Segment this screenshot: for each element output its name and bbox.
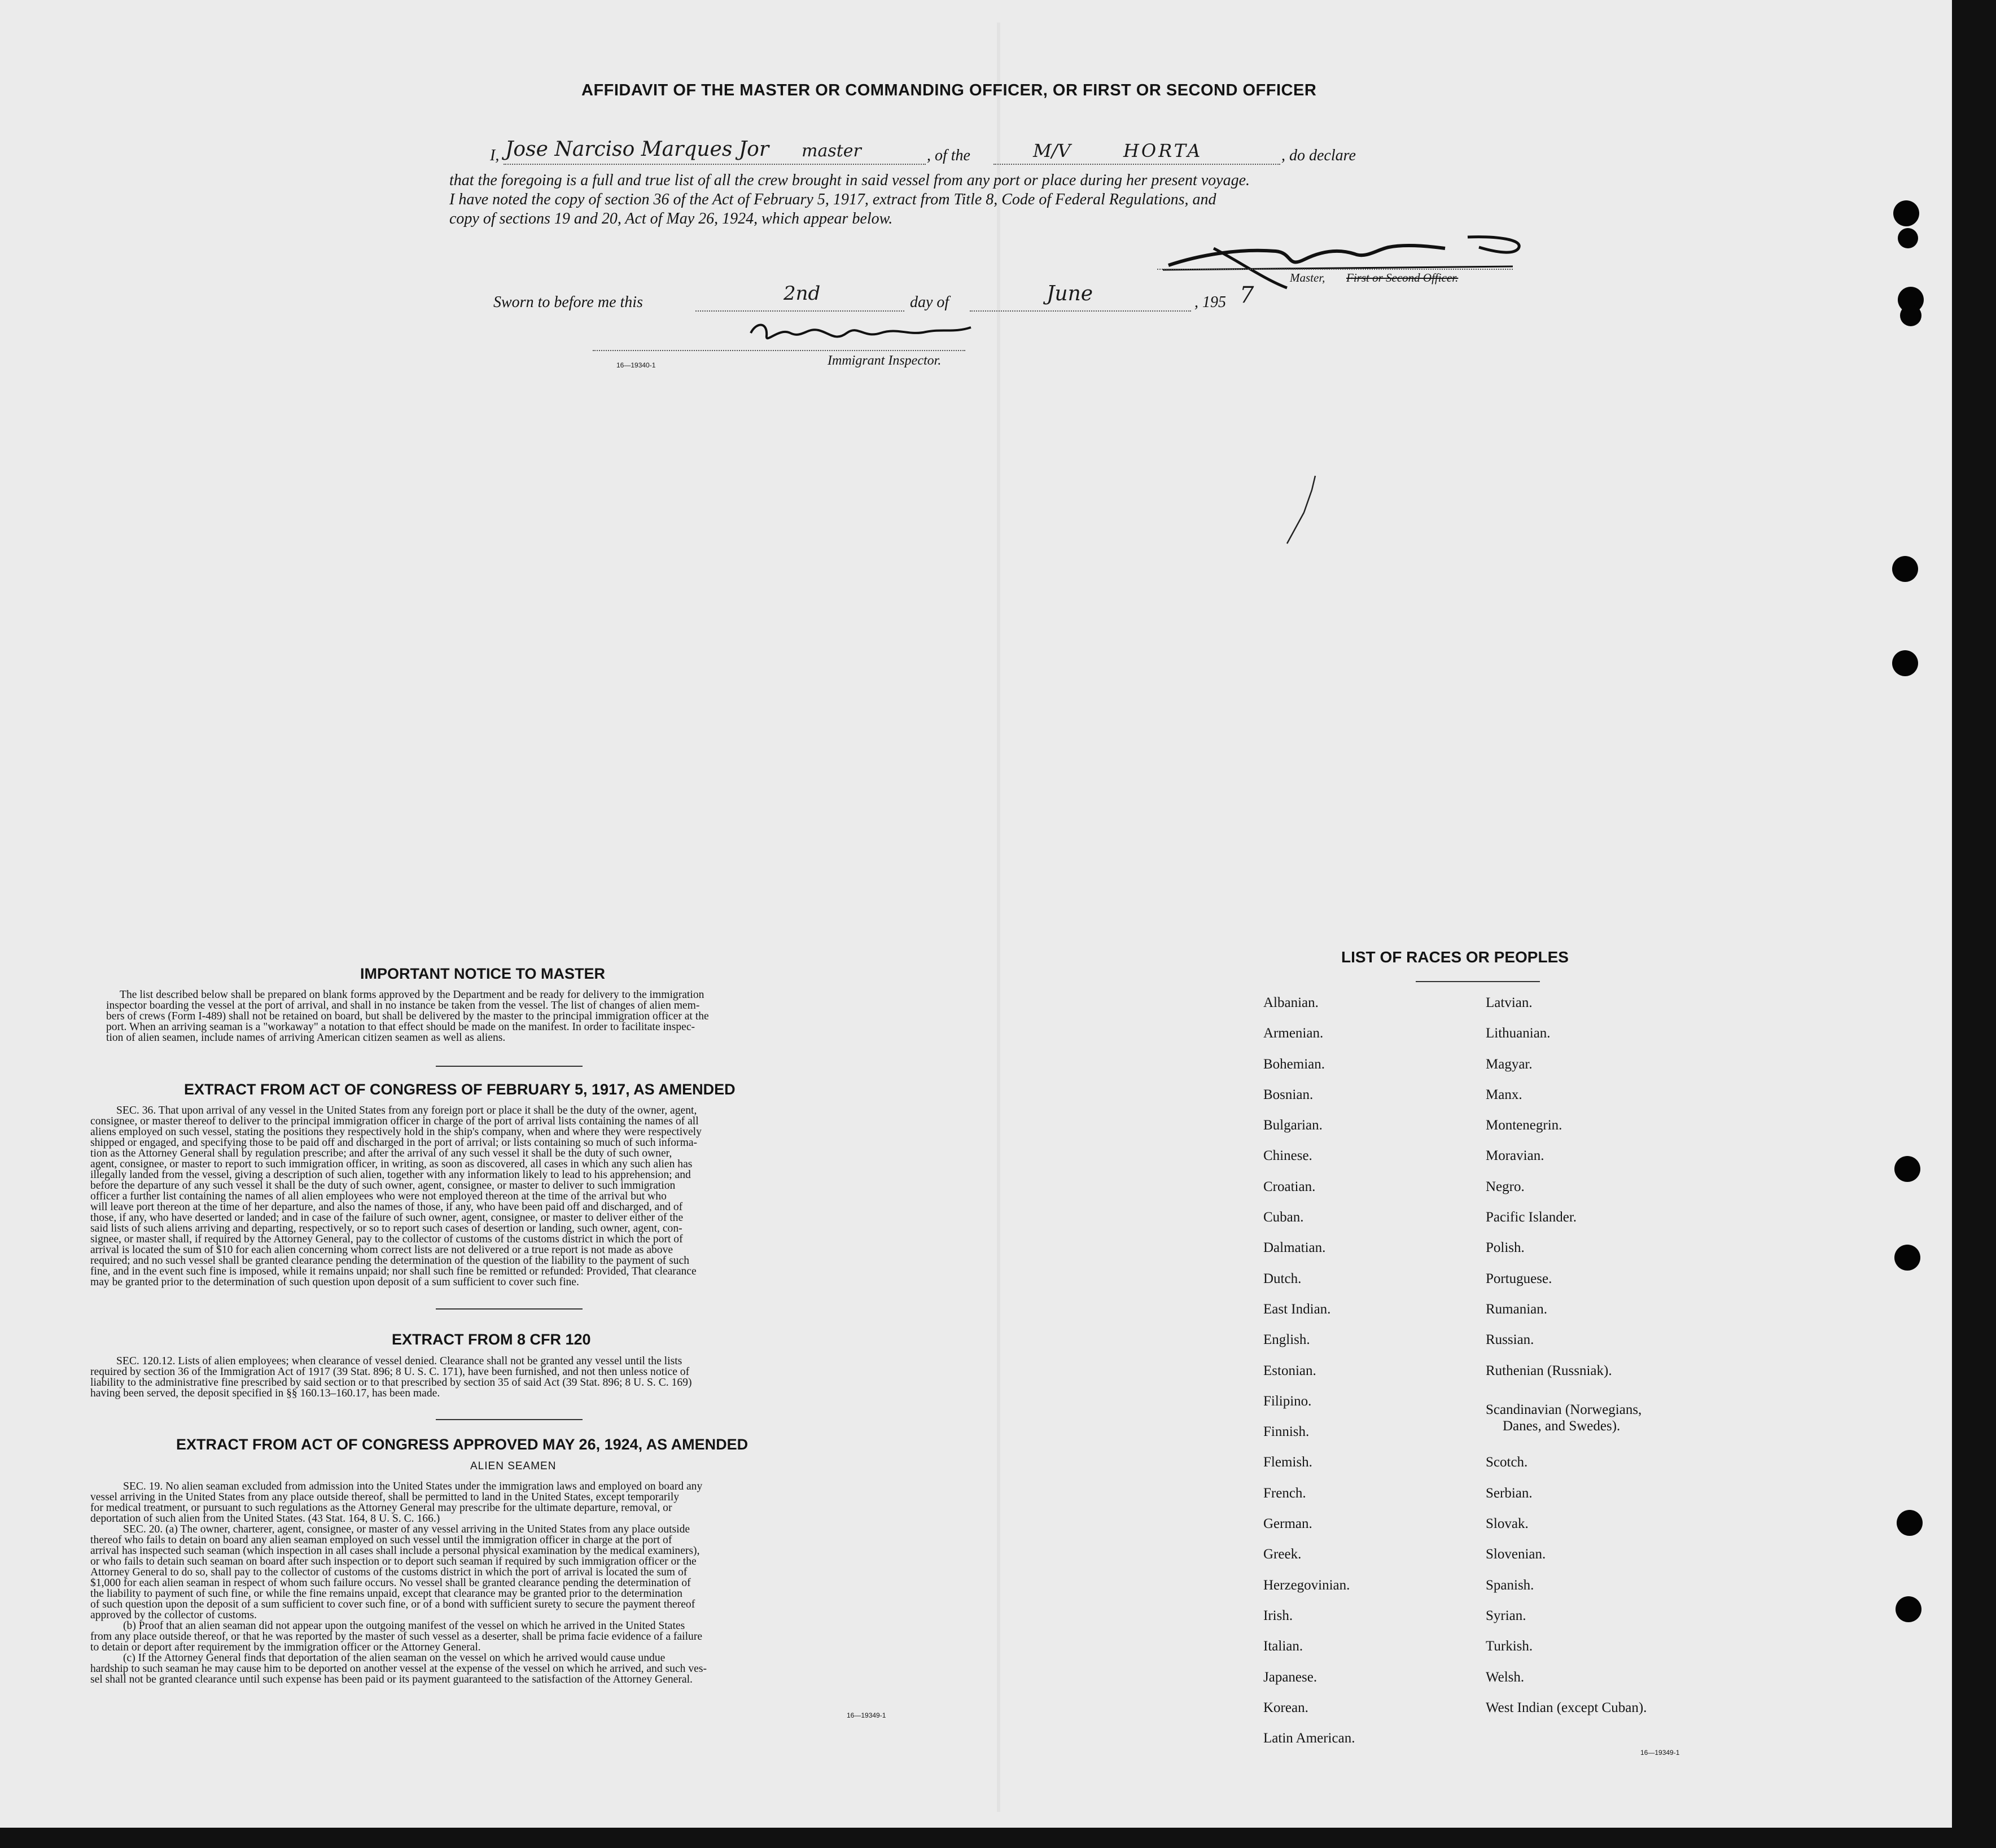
extract-1917-line: signee, or master shall, if required by the Attorney General, pay to the collector of customs of the customs district in which the port of	[90, 1233, 683, 1245]
extract-1917-body	[90, 1105, 930, 1288]
extract-1917-line: will leave port thereon at the time of her departure, and also the names of those, if any, who have been paid off and discharged, and of	[90, 1201, 683, 1213]
race-item: Polish.	[1486, 1240, 1525, 1256]
race-item: Spanish.	[1486, 1577, 1534, 1593]
extract-1917-title: EXTRACT FROM ACT OF CONGRESS OF FEBRUARY 5, 1917, AS AMENDED	[184, 1081, 736, 1098]
race-item-continuation: Danes, and Swedes).	[1503, 1418, 1621, 1434]
race-item: Pacific Islander.	[1486, 1210, 1577, 1225]
declaration-i: I,	[490, 147, 500, 164]
notice-line: tion of alien seamen, include names of arriving American citizen seamen as well as aliens.	[106, 1032, 506, 1044]
extract-1917-line: required; and no such vessel shall be granted clearance pending the determination of the question of the liability to the payment of such	[90, 1255, 689, 1267]
punch-hole	[1896, 1596, 1921, 1622]
race-item: Turkish.	[1486, 1639, 1533, 1654]
scan-edge-right	[1952, 0, 1996, 1848]
extract-1917-line: may be granted prior to the determination of such question upon deposit of a sum sufficient to cover such fine.	[90, 1276, 579, 1288]
vessel-name-line	[993, 164, 1280, 165]
extract-1917-line: agent, consignee, or master to report to such immigration officer, in writing, as soon as discovered, all cases in which any such alien has	[90, 1158, 693, 1170]
declaration-line-4: copy of sections 19 and 20, Act of May 26, 1924, which appear below.	[449, 210, 893, 227]
extract-cfr-line: required by section 36 of the Immigration Act of 1917 (39 Stat. 896; 8 U. S. C. 171), have been furnished, and not then unless notice of	[90, 1366, 690, 1378]
punch-hole	[1900, 305, 1921, 326]
extract-1924-subtitle: ALIEN SEAMEN	[470, 1460, 557, 1472]
affidavit-title: AFFIDAVIT OF THE MASTER OR COMMANDING OFFICER, OR FIRST OR SECOND OFFICER	[581, 81, 1317, 99]
race-item: Filipino.	[1263, 1393, 1312, 1409]
punch-hole	[1894, 1156, 1920, 1182]
races-form-number: 16—19349-1	[1640, 1749, 1680, 1757]
vessel-prefix-handwritten: M/V	[1033, 140, 1071, 161]
extract-1917-line: fine, and in the event such fine is imposed, while it remains unpaid; nor shall such fine be remitted or refunded: Provided, That clearance	[90, 1265, 697, 1277]
race-item: Welsh.	[1486, 1669, 1525, 1685]
inspector-caption: Immigrant Inspector.	[828, 353, 942, 368]
punch-hole	[1897, 1510, 1923, 1536]
sworn-label: Sworn to before me this	[493, 294, 643, 311]
extract-1917-line: those, if any, who have deserted or landed; and in case of the failure of such owner, agent, consignee, or master to deliver either of the	[90, 1212, 684, 1224]
section-divider	[436, 1419, 583, 1420]
sworn-day-handwritten: 2nd	[783, 282, 821, 305]
race-item: Italian.	[1263, 1639, 1303, 1654]
notice-line: inspector boarding the vessel at the port of arrival, and shall in no instance be taken from the vessel. The list of changes of alien mem-	[106, 1000, 700, 1011]
extract-1924-line: (b) Proof that an alien seaman did not appear upon the outgoing manifest of the vessel on which he arrived in the United States	[123, 1620, 685, 1632]
race-item: Flemish.	[1263, 1455, 1312, 1470]
extract-1924-line: of such question upon the deposit of a sum sufficient to cover such fine, or of a bond with sufficient surety to secure the payment thereof	[90, 1599, 695, 1610]
race-item: Portuguese.	[1486, 1271, 1552, 1286]
scan-edge-bottom	[0, 1828, 1996, 1848]
extract-cfr-line: liability to the administrative fine prescribed by said section or to that prescribed by section 35 of said Act (39 Stat. 896; 8 U. S. C. 169)	[90, 1377, 692, 1389]
extract-1924-line: hardship to such seaman he may cause him to be deported on another vessel at the expense of the vessel on which he arrived, and such ves-	[90, 1663, 707, 1675]
race-item: Moravian.	[1486, 1148, 1544, 1164]
notice-line: bers of crews (Form I-489) shall not be retained on board, but shall be delivered by the master to the principal immigration officer at the	[106, 1010, 709, 1022]
extract-1917-line: arrival is located the sum of $10 for each alien concerning whom correct lists are not delivered or a true report is not made as above	[90, 1244, 673, 1256]
extract-1924-line: SEC. 19. No alien seaman excluded from admission into the United States under the immigration laws and employed on board any	[123, 1481, 703, 1492]
extract-1924-body	[90, 1481, 930, 1685]
sworn-month-handwritten: June	[1047, 282, 1093, 305]
sworn-month-line	[970, 310, 1191, 312]
declaration-do-declare: , do declare	[1281, 147, 1356, 164]
race-item: German.	[1263, 1516, 1312, 1532]
extract-cfr-title: EXTRACT FROM 8 CFR 120	[392, 1331, 591, 1348]
extract-1924-title: EXTRACT FROM ACT OF CONGRESS APPROVED MAY 26, 1924, AS AMENDED	[176, 1436, 748, 1453]
race-item: Slovenian.	[1486, 1547, 1546, 1562]
race-item: French.	[1263, 1485, 1306, 1501]
extract-1917-line: consignee, or master thereof to deliver to the principal immigration officer in charge of the port of arrival lists containing the names of all	[90, 1115, 699, 1127]
race-item: East Indian.	[1263, 1301, 1331, 1317]
extract-1917-line: tion as the Attorney General shall by regulation prescribe; and after the arrival of any such vessel it shall be the duty of such owner,	[90, 1148, 672, 1159]
punch-hole	[1898, 228, 1918, 248]
master-name-handwritten: Jose Narciso Marques Jor	[505, 138, 769, 161]
extract-cfr-line: having been served, the deposit specified in §§ 160.13–160.17, has been made.	[90, 1387, 440, 1399]
signature-caption-master: Master,	[1290, 271, 1325, 284]
race-item: Rumanian.	[1486, 1301, 1548, 1317]
extract-form-number: 16—19349-1	[847, 1711, 886, 1719]
extract-1924-line: the liability to payment of such fine, or while the fine remains unpaid, except that clearance may be granted prior to the determination	[90, 1588, 682, 1600]
race-item: Russian.	[1486, 1332, 1534, 1348]
master-word-handwritten: master	[802, 141, 861, 161]
race-item: Greek.	[1263, 1547, 1302, 1562]
races-right-column	[1486, 995, 1647, 1731]
affidavit-form-number: 16—19340-1	[616, 361, 656, 369]
race-item: Croatian.	[1263, 1179, 1316, 1194]
extract-cfr-line: SEC. 120.12. Lists of alien employees; when clearance of vessel denied. Clearance shall not be granted any vessel until the lists	[116, 1355, 682, 1367]
punch-hole	[1894, 1245, 1920, 1271]
punch-hole	[1892, 556, 1918, 582]
extract-1924-line: vessel arriving in the United States from any place outside thereof, shall be permitted to land in the United States, except temporarily	[90, 1491, 680, 1503]
master-name-line	[504, 164, 926, 165]
extract-1924-line: arrival has inspected such seaman (which inspection in all cases shall include a personal physical examination by the medical examiners),	[90, 1545, 700, 1557]
punch-hole	[1892, 650, 1918, 676]
extract-1924-line: deportation of such alien from the United States. (43 Stat. 164, 8 U. S. C. 166.)	[90, 1513, 440, 1525]
sworn-year-digit-handwritten: 7	[1240, 282, 1254, 308]
extract-cfr-body	[90, 1356, 930, 1399]
sworn-day-line	[695, 310, 904, 312]
race-item: English.	[1263, 1332, 1310, 1348]
race-item: Irish.	[1263, 1608, 1293, 1623]
race-item: Bosnian.	[1263, 1087, 1314, 1102]
race-item: Bulgarian.	[1263, 1118, 1323, 1133]
declaration-line-3: I have noted the copy of section 36 of the Act of February 5, 1917, extract from Title 8, Code of Federal Regulations, and	[449, 191, 1216, 208]
race-item: Albanian.	[1263, 995, 1319, 1010]
extract-1924-line: Attorney General to do so, shall pay to the collector of customs of the customs district in which the port of arrival is located the sum of	[90, 1566, 688, 1578]
extract-1924-line: to detain or deport after requirement by the immigration officer or the Attorney General.	[90, 1641, 481, 1653]
inspector-signature	[745, 316, 993, 350]
race-item: Slovak.	[1486, 1516, 1529, 1532]
race-item: Korean.	[1263, 1700, 1308, 1715]
race-item: Cuban.	[1263, 1210, 1304, 1225]
extract-1924-line: or who fails to detain such seaman on board after such inspection or to deport such seaman if required by such immigration officer or the	[90, 1556, 697, 1567]
races-divider	[1416, 981, 1540, 982]
inspector-line	[593, 350, 965, 351]
race-item: Scandinavian (Norwegians,	[1486, 1402, 1642, 1417]
race-item: Bohemian.	[1263, 1056, 1325, 1072]
extract-1917-line: said lists of such aliens arriving and departing, respectively, or so to report such cases of desertion or landing, such owner, agent, con-	[90, 1223, 682, 1234]
notice-line: port. When an arriving seaman is a "workaway" a notation to that effect should be made on the manifest. In order to facilitate inspec-	[106, 1021, 695, 1033]
extract-1924-line: SEC. 20. (a) The owner, charterer, agent, consignee, or master of any vessel arriving in the United States from any place outside	[123, 1523, 690, 1535]
extract-1917-line: officer a further list containing the names of all alien employees who were not employed thereon at the time of the arrival but who	[90, 1190, 667, 1202]
notice-title: IMPORTANT NOTICE TO MASTER	[360, 965, 605, 982]
race-item: Ruthenian (Russniak).	[1486, 1363, 1612, 1378]
punch-hole	[1893, 200, 1919, 226]
races-title: LIST OF RACES OR PEOPLES	[1341, 948, 1569, 966]
extract-1924-line: thereof who fails to detain on board any alien seaman employed on such vessel until the immigration officer in charge at the port of	[90, 1534, 672, 1546]
race-item: Chinese.	[1263, 1148, 1312, 1164]
extract-1917-line: illegally landed from the vessel, giving a description of such alien, together with any information likely to lead to his apprehension; and	[90, 1169, 691, 1181]
race-item: Estonian.	[1263, 1363, 1316, 1378]
sworn-year-prefix: , 195	[1194, 294, 1226, 311]
vessel-name-handwritten: HORTA	[1123, 140, 1203, 161]
extract-1917-line: before the departure of any such vessel it shall be the duty of such owner, agent, consignee, or master to deliver to such immigration	[90, 1180, 676, 1192]
race-item: Dalmatian.	[1263, 1240, 1326, 1256]
race-item: Syrian.	[1486, 1608, 1526, 1623]
extract-1924-line: $1,000 for each alien seaman in respect of whom such failure occurs. No vessel shall be granted clearance pending the determination of	[90, 1577, 691, 1589]
extract-1917-line: aliens employed on such vessel, stating the positions they respectively hold in the ship's company, when and where they were respectively	[90, 1126, 702, 1138]
extract-1924-line: from any place outside thereof, or that he was reported by the master of such vessel as a deserter, shall be prima facie evidence of a failure	[90, 1631, 703, 1643]
race-item: Serbian.	[1486, 1485, 1533, 1501]
pen-mark	[1281, 473, 1327, 546]
race-item: Latin American.	[1263, 1731, 1355, 1746]
sworn-day-of: day of	[910, 294, 949, 311]
extract-1917-line: SEC. 36. That upon arrival of any vessel in the United States from any foreign port or place it shall be the duty of the owner, agent,	[116, 1105, 697, 1116]
race-item: Japanese.	[1263, 1669, 1317, 1685]
extract-1917-line: shipped or engaged, and specifying those to be paid off and discharged in the port of arrival; or lists containing so much of such informa-	[90, 1137, 698, 1149]
extract-1924-line: sel shall not be granted clearance until such expense has been paid or its payment guaranteed to the satisfaction of the Attorney General.	[90, 1674, 693, 1685]
race-item: Dutch.	[1263, 1271, 1302, 1286]
race-item: Herzegovinian.	[1263, 1577, 1350, 1593]
fold-line	[997, 23, 1000, 1812]
signature-line	[1157, 269, 1513, 270]
signature-caption-officer-struck: First or Second Officer.	[1346, 271, 1459, 284]
declaration-of-the: , of the	[927, 147, 970, 164]
race-item: Scotch.	[1486, 1455, 1528, 1470]
race-item: Montenegrin.	[1486, 1118, 1562, 1133]
extract-1924-line: approved by the collector of customs.	[90, 1609, 257, 1621]
race-item: Finnish.	[1263, 1424, 1310, 1440]
race-item: Latvian.	[1486, 995, 1533, 1010]
section-divider	[436, 1308, 583, 1310]
race-item: Lithuanian.	[1486, 1026, 1551, 1041]
race-item: West Indian (except Cuban).	[1486, 1700, 1647, 1715]
notice-line: The list described below shall be prepared on blank forms approved by the Department and be ready for delivery to the immigration	[120, 989, 704, 1001]
races-left-column	[1263, 995, 1355, 1761]
declaration-line-2: that the foregoing is a full and true list of all the crew brought in said vessel from any port or place during her present voyage.	[449, 172, 1250, 189]
section-divider	[436, 1066, 583, 1067]
race-item: Armenian.	[1263, 1026, 1324, 1041]
extract-1924-line: for medical treatment, or pursuant to such regulations as the Attorney General may prescribe for the ultimate departure, removal, or	[90, 1502, 672, 1514]
extract-1924-line: (c) If the Attorney General finds that deportation of the alien seaman on the vessel on which he arrived would cause undue	[123, 1652, 666, 1664]
race-item: Magyar.	[1486, 1056, 1533, 1072]
race-item: Manx.	[1486, 1087, 1522, 1102]
notice-body	[106, 989, 928, 1043]
race-item: Negro.	[1486, 1179, 1525, 1194]
